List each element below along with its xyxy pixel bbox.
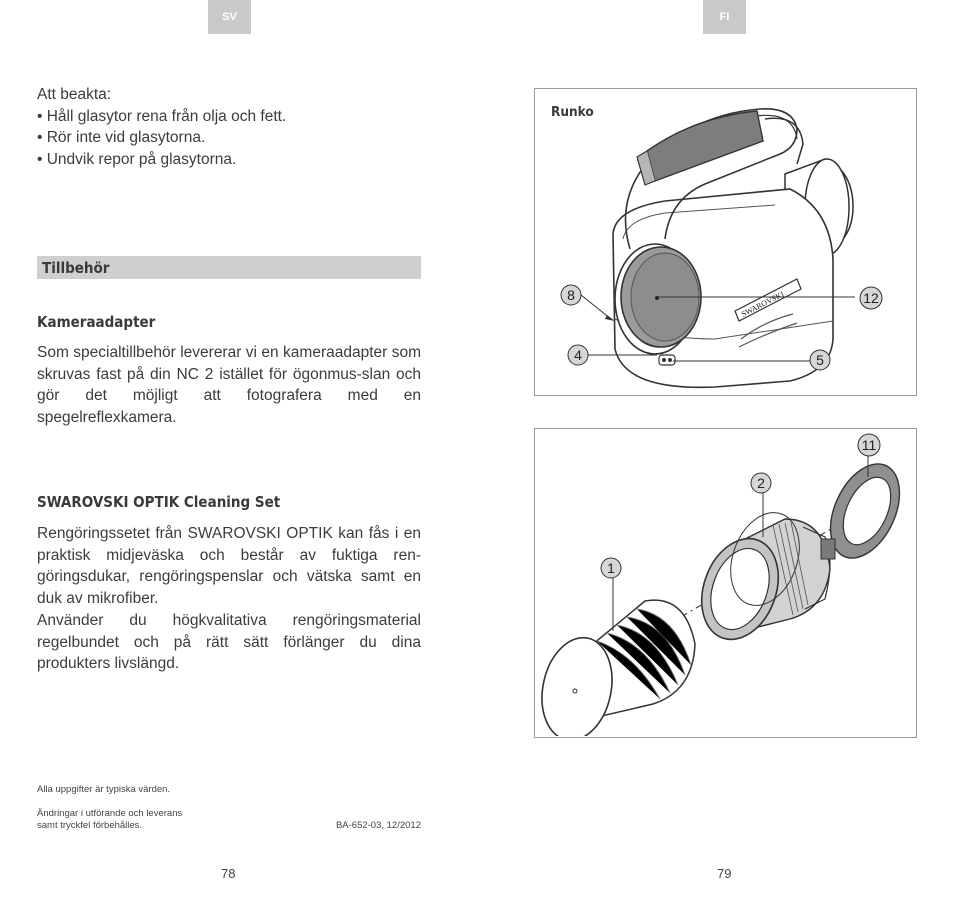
callout-2 [751,473,771,493]
svg-text:12: 12 [863,290,879,306]
intro-block [37,84,427,170]
language-tab-fi: FI [703,0,746,34]
parts-drawing [535,429,915,736]
cleaning-set-text-2: Använder du högkvalitativa rengöringsmaterial regelbundet och på rätt sätt förlänger du dina produkters livslängd. [37,612,421,672]
figure-parts-illustration [534,428,917,738]
section-title: Tillbehör [42,258,110,277]
page-number-left: 78 [221,866,236,881]
svg-text:4: 4 [574,347,582,363]
camera-adapter-text: Som specialtillbehör levererar vi en kameraadapter som skruvas fast på din NC 2 istället för ögonmus-slan och gör det möjligt att fotografera med en spegelreflexkamera. [37,344,421,426]
callout-11 [858,434,880,456]
footer-note: Alla uppgifter är typiska värden. [37,784,171,795]
page-number-right: 79 [717,866,732,881]
svg-text:11: 11 [861,437,877,453]
svg-text:2: 2 [757,475,765,491]
svg-text:5: 5 [816,352,824,368]
document-id: BA-652-03, 12/2012 [335,820,421,831]
cleaning-set-title: SWAROVSKI OPTIK Cleaning Set [37,493,281,511]
cleaning-set-text: Rengöringssetet från SWAROVSKI OPTIK kan fås i en praktisk midjeväska och består av fuktiga ren-göringsdukar, rengöringspenslar och vätska samt en duk av mikrofiber. [37,525,421,607]
language-tab-sv: SV [208,0,251,34]
footer-note-line: samt tryckfel förbehålles. [37,820,143,831]
bullet-item: • Rör inte vid glasytorna. [37,129,206,146]
svg-text:8: 8 [567,287,575,303]
footer-note-changes [37,808,182,832]
intro-title: Att beakta: [37,86,112,103]
camera-adapter-title: Kameraadapter [37,313,156,331]
callout-4 [568,345,588,365]
callout-1 [601,558,621,578]
section-header-bar [37,256,421,279]
callout-5 [810,350,830,370]
bullet-item: • Undvik repor på glasytorna. [37,150,237,168]
bullet-item: • Håll glasytor rena från olja och fett. [37,107,287,125]
figure-body-illustration [534,88,917,396]
svg-text:1: 1 [607,560,615,576]
camera-body-drawing [535,89,915,394]
figure-label: Runko [551,104,594,120]
brand-label: SWAROVSKI [739,289,786,319]
callout-12 [860,287,882,309]
footer-note-line: Ändringar i utförande och leverans [37,808,183,819]
callout-8 [561,285,581,305]
